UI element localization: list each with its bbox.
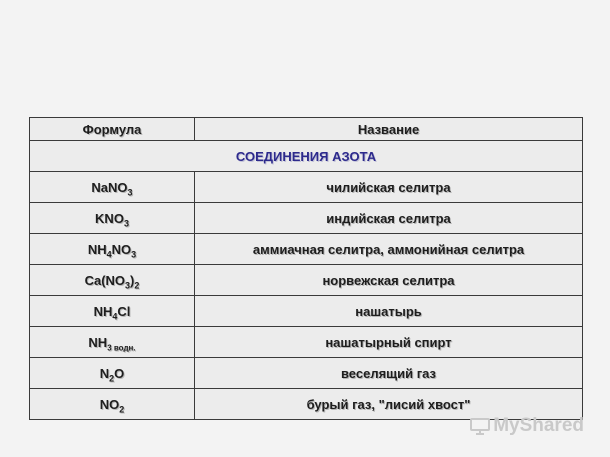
table-row bbox=[30, 234, 583, 265]
formula-text: KNO bbox=[95, 210, 124, 226]
formula-cell bbox=[30, 234, 195, 265]
formula-subscript: 4 bbox=[112, 311, 118, 322]
compound-name-cell: аммиачная селитра, аммонийная селитра bbox=[195, 234, 583, 265]
table-row bbox=[30, 203, 583, 234]
compound-name-cell: норвежская селитра bbox=[195, 265, 583, 296]
section-row bbox=[30, 141, 583, 172]
formula-text: O bbox=[114, 365, 125, 381]
formula-text: Cl bbox=[117, 303, 131, 319]
formula-text: NO bbox=[99, 396, 120, 412]
formula-cell bbox=[30, 358, 195, 389]
formula-text: NH bbox=[93, 303, 113, 319]
formula-text: Ca(NO bbox=[84, 272, 126, 288]
table-header-row bbox=[30, 118, 583, 141]
name-column-header: Название bbox=[195, 118, 583, 141]
formula-cell bbox=[30, 327, 195, 358]
formula-subscript: 3 bbox=[125, 280, 131, 291]
formula-text: N bbox=[99, 365, 110, 381]
formula-text: NH bbox=[88, 334, 108, 350]
formula-subscript: 3 bbox=[127, 187, 133, 198]
formula-subscript: 2 bbox=[109, 373, 115, 384]
table-row bbox=[30, 172, 583, 203]
formula-cell bbox=[30, 296, 195, 327]
compound-name-cell: индийская селитра bbox=[195, 203, 583, 234]
table-row bbox=[30, 296, 583, 327]
table-row bbox=[30, 358, 583, 389]
formula-cell bbox=[30, 203, 195, 234]
formula-cell bbox=[30, 172, 195, 203]
formula-text: NH bbox=[87, 241, 107, 257]
projector-icon bbox=[470, 417, 490, 435]
section-title: СОЕДИНЕНИЯ АЗОТА bbox=[30, 141, 583, 172]
formula-text: NaNO bbox=[91, 179, 128, 195]
table-row bbox=[30, 327, 583, 358]
formula-subscript: 2 bbox=[134, 280, 140, 291]
formula-text: ) bbox=[130, 272, 135, 288]
formula-subscript: 3 bbox=[123, 218, 129, 229]
table-row bbox=[30, 265, 583, 296]
compound-name-cell: нашатырь bbox=[195, 296, 583, 327]
compound-name-cell: веселящий газ bbox=[195, 358, 583, 389]
formula-subscript: 3 bbox=[131, 249, 137, 260]
nitrogen-compounds-table bbox=[29, 117, 583, 420]
formula-text: NO bbox=[111, 241, 132, 257]
formula-subscript: 2 bbox=[119, 404, 125, 415]
formula-column-header: Формула bbox=[30, 118, 195, 141]
compound-name-cell: бурый газ, "лисий хвост" bbox=[195, 389, 583, 420]
formula-cell bbox=[30, 389, 195, 420]
formula-subscript: 4 bbox=[106, 249, 112, 260]
formula-subscript: 3 водн. bbox=[107, 343, 136, 353]
compound-name-cell: нашатырный спирт bbox=[195, 327, 583, 358]
watermark-text: MyShared bbox=[493, 415, 584, 436]
watermark bbox=[470, 415, 584, 437]
compound-name-cell: чилийская селитра bbox=[195, 172, 583, 203]
formula-cell bbox=[30, 265, 195, 296]
